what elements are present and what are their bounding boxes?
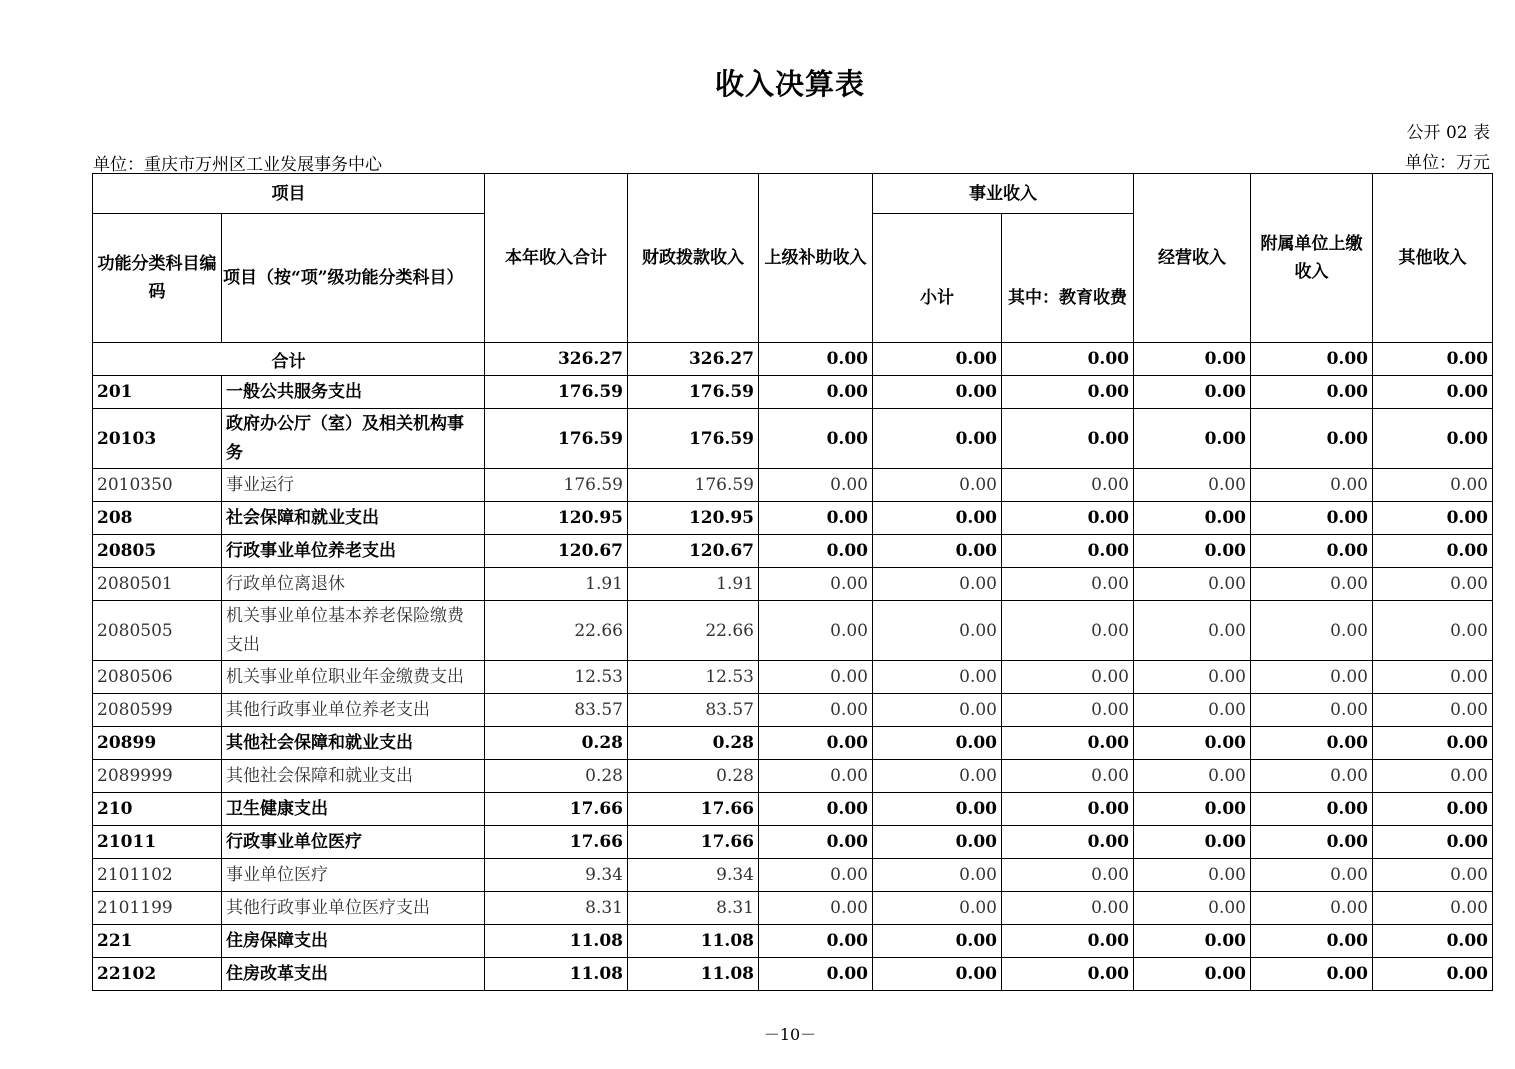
table-number: 公开 02 表 [1406,123,1490,143]
row-value: 0.00 [1002,760,1134,793]
total-cell: 0.00 [873,343,1002,376]
row-value: 176.59 [628,469,759,502]
row-value: 0.00 [873,925,1002,958]
row-value: 0.00 [1134,469,1251,502]
header-func-code: 功能分类科目编码 [93,214,222,343]
row-value: 17.66 [628,826,759,859]
row-value: 0.00 [1134,502,1251,535]
row-value: 0.00 [759,892,873,925]
row-value: 176.59 [485,409,628,469]
row-value: 0.00 [1002,661,1134,694]
row-value: 0.00 [759,469,873,502]
row-value: 0.00 [873,958,1002,991]
row-value: 0.00 [759,502,873,535]
table-row [93,793,1493,826]
row-value: 0.00 [759,535,873,568]
row-value: 0.00 [1002,469,1134,502]
row-name: 卫生健康支出 [222,793,485,826]
row-value: 0.28 [485,727,628,760]
total-cell: 0.00 [759,343,873,376]
row-name: 行政事业单位养老支出 [222,535,485,568]
row-value: 0.00 [1373,793,1493,826]
row-value: 0.00 [1373,376,1493,409]
row-value: 17.66 [485,826,628,859]
row-value: 0.00 [1373,694,1493,727]
row-value: 176.59 [628,409,759,469]
row-value: 0.28 [628,760,759,793]
row-value: 0.28 [628,727,759,760]
row-value: 176.59 [485,469,628,502]
row-value: 0.00 [1134,727,1251,760]
row-code: 2101199 [93,892,222,925]
row-value: 22.66 [485,601,628,661]
row-value: 11.08 [485,925,628,958]
row-code: 22102 [93,958,222,991]
table-header [93,174,1493,343]
row-value: 1.91 [485,568,628,601]
row-code: 201 [93,376,222,409]
row-name: 行政单位离退休 [222,568,485,601]
income-table [92,173,1493,991]
row-value: 0.00 [759,793,873,826]
row-value: 0.00 [1373,925,1493,958]
row-value: 0.00 [1373,760,1493,793]
table-row [93,694,1493,727]
row-value: 0.00 [873,826,1002,859]
row-value: 0.00 [1251,469,1373,502]
row-value: 0.00 [1373,568,1493,601]
row-value: 0.00 [1251,958,1373,991]
total-cell: 0.00 [1002,343,1134,376]
currency-unit: 单位：万元 [1405,153,1490,173]
row-value: 0.00 [1251,661,1373,694]
header-subtotal: 小计 [873,214,1002,343]
row-value: 0.00 [1002,535,1134,568]
row-value: 0.00 [759,409,873,469]
row-value: 0.00 [759,925,873,958]
row-value: 0.00 [1134,568,1251,601]
row-value: 17.66 [485,793,628,826]
row-value: 0.00 [873,760,1002,793]
row-value: 0.00 [873,469,1002,502]
row-value: 0.00 [1134,661,1251,694]
row-value: 0.00 [1251,535,1373,568]
row-value: 0.00 [1134,859,1251,892]
table-row [93,409,1493,469]
header-affiliated: 附属单位上缴收入 [1251,174,1373,343]
table-body [93,343,1493,991]
row-value: 11.08 [485,958,628,991]
header-fiscal: 财政拨款收入 [628,174,759,343]
row-value: 0.00 [1251,793,1373,826]
row-value: 1.91 [628,568,759,601]
row-name: 一般公共服务支出 [222,376,485,409]
total-cell: 0.00 [1251,343,1373,376]
table-row [93,568,1493,601]
row-value: 0.00 [1251,694,1373,727]
row-value: 0.00 [1134,793,1251,826]
row-value: 176.59 [485,376,628,409]
row-value: 0.00 [873,376,1002,409]
row-value: 0.00 [1251,601,1373,661]
table-row [93,892,1493,925]
row-value: 0.00 [873,694,1002,727]
row-name: 住房保障支出 [222,925,485,958]
row-name: 政府办公厅（室）及相关机构事务 [222,409,485,469]
row-code: 210 [93,793,222,826]
reporting-unit: 单位：重庆市万州区工业发展事务中心 [93,155,382,175]
header-other: 其他收入 [1373,174,1493,343]
row-value: 9.34 [628,859,759,892]
row-code: 2089999 [93,760,222,793]
header-operating: 经营收入 [1134,174,1251,343]
header-education: 其中：教育收费 [1002,214,1134,343]
table-row [93,925,1493,958]
row-value: 0.00 [873,601,1002,661]
row-value: 0.00 [1002,958,1134,991]
total-cell: 0.00 [1373,343,1493,376]
row-value: 11.08 [628,925,759,958]
row-value: 0.00 [759,694,873,727]
row-name: 机关事业单位职业年金缴费支出 [222,661,485,694]
row-name: 行政事业单位医疗 [222,826,485,859]
row-code: 20103 [93,409,222,469]
row-value: 0.00 [1002,892,1134,925]
row-code: 221 [93,925,222,958]
row-value: 0.00 [759,859,873,892]
row-name: 机关事业单位基本养老保险缴费支出 [222,601,485,661]
row-value: 0.00 [1251,409,1373,469]
row-value: 0.00 [1373,958,1493,991]
row-value: 0.00 [1002,826,1134,859]
row-value: 0.00 [1373,601,1493,661]
total-label: 合计 [93,343,485,376]
row-value: 0.00 [873,502,1002,535]
row-code: 2010350 [93,469,222,502]
table-row [93,535,1493,568]
row-value: 0.00 [1134,925,1251,958]
row-value: 0.00 [1002,793,1134,826]
row-value: 11.08 [628,958,759,991]
header-project: 项目 [93,174,485,214]
row-value: 0.00 [1251,892,1373,925]
row-value: 0.00 [1002,502,1134,535]
row-value: 12.53 [485,661,628,694]
row-value: 8.31 [485,892,628,925]
row-code: 20805 [93,535,222,568]
row-value: 0.00 [759,727,873,760]
row-value: 83.57 [628,694,759,727]
row-name: 其他社会保障和就业支出 [222,727,485,760]
row-value: 0.00 [873,535,1002,568]
table-row [93,727,1493,760]
row-code: 2080506 [93,661,222,694]
header-project-name: 项目（按“项”级功能分类科目） [222,214,485,343]
total-row [93,343,1493,376]
row-value: 0.00 [1002,601,1134,661]
row-value: 0.00 [1251,376,1373,409]
row-name: 其他社会保障和就业支出 [222,760,485,793]
row-code: 20899 [93,727,222,760]
row-value: 0.00 [873,793,1002,826]
row-name: 住房改革支出 [222,958,485,991]
row-value: 0.00 [1134,892,1251,925]
row-value: 120.95 [628,502,759,535]
header-superior: 上级补助收入 [759,174,873,343]
header-total-income: 本年收入合计 [485,174,628,343]
total-cell: 0.00 [1134,343,1251,376]
row-value: 0.00 [1002,925,1134,958]
report-title: 收入决算表 [714,67,865,101]
row-name: 其他行政事业单位医疗支出 [222,892,485,925]
row-value: 0.00 [1373,469,1493,502]
row-name: 社会保障和就业支出 [222,502,485,535]
row-value: 176.59 [628,376,759,409]
table-row [93,376,1493,409]
row-value: 0.00 [1373,661,1493,694]
row-value: 0.00 [873,568,1002,601]
row-value: 0.00 [1134,409,1251,469]
row-value: 0.00 [1134,826,1251,859]
row-value: 0.00 [1134,760,1251,793]
row-value: 0.00 [1002,409,1134,469]
row-value: 0.00 [873,859,1002,892]
row-value: 0.00 [1251,502,1373,535]
table-row [93,502,1493,535]
row-code: 208 [93,502,222,535]
row-code: 2101102 [93,859,222,892]
row-value: 0.00 [1134,376,1251,409]
row-value: 0.00 [1373,727,1493,760]
row-code: 2080501 [93,568,222,601]
row-value: 0.00 [1251,859,1373,892]
row-value: 9.34 [485,859,628,892]
table-row [93,958,1493,991]
row-value: 0.00 [759,601,873,661]
total-cell: 326.27 [628,343,759,376]
row-value: 8.31 [628,892,759,925]
row-value: 0.00 [873,409,1002,469]
table-row [93,826,1493,859]
row-name: 其他行政事业单位养老支出 [222,694,485,727]
row-value: 0.00 [1251,760,1373,793]
row-value: 83.57 [485,694,628,727]
row-value: 120.67 [485,535,628,568]
row-value: 0.00 [1134,694,1251,727]
row-value: 0.00 [1373,409,1493,469]
row-value: 0.00 [759,661,873,694]
table-row [93,469,1493,502]
row-value: 0.00 [759,376,873,409]
page-number: －10－ [763,1025,817,1044]
row-value: 0.00 [1002,694,1134,727]
row-value: 0.00 [1002,376,1134,409]
row-value: 120.95 [485,502,628,535]
row-value: 0.00 [759,826,873,859]
row-value: 0.00 [873,661,1002,694]
row-value: 0.00 [759,958,873,991]
row-value: 0.00 [759,760,873,793]
row-value: 17.66 [628,793,759,826]
table-row [93,601,1493,661]
row-value: 0.28 [485,760,628,793]
row-value: 0.00 [1373,535,1493,568]
row-code: 2080599 [93,694,222,727]
row-value: 0.00 [1134,535,1251,568]
row-value: 12.53 [628,661,759,694]
table-row [93,760,1493,793]
row-value: 0.00 [1134,601,1251,661]
row-value: 0.00 [1373,502,1493,535]
row-value: 0.00 [1002,859,1134,892]
row-value: 0.00 [1373,859,1493,892]
row-value: 0.00 [1373,892,1493,925]
row-value: 22.66 [628,601,759,661]
row-value: 0.00 [1251,925,1373,958]
row-name: 事业运行 [222,469,485,502]
row-value: 0.00 [1002,727,1134,760]
row-value: 0.00 [1251,568,1373,601]
row-value: 0.00 [1251,727,1373,760]
row-value: 0.00 [759,568,873,601]
table-row [93,859,1493,892]
row-name: 事业单位医疗 [222,859,485,892]
row-value: 120.67 [628,535,759,568]
total-cell: 326.27 [485,343,628,376]
row-value: 0.00 [1134,958,1251,991]
row-value: 0.00 [1373,826,1493,859]
row-code: 2080505 [93,601,222,661]
row-value: 0.00 [873,892,1002,925]
row-value: 0.00 [873,727,1002,760]
row-value: 0.00 [1251,826,1373,859]
row-code: 21011 [93,826,222,859]
table-row [93,661,1493,694]
row-value: 0.00 [1002,568,1134,601]
header-business: 事业收入 [873,174,1134,214]
